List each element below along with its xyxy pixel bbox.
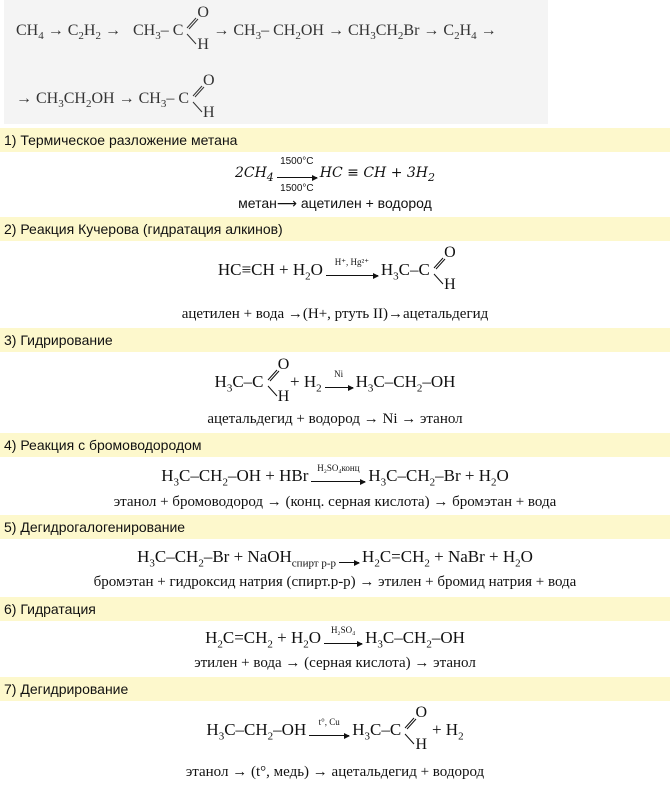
section-7-equation: $H_3C-CH_2-OH$ t°, Cu $H_3C-C$ O H + $H_2$	[206, 704, 464, 754]
section-3-equation: $H_3C-C$ O H + $H_2$ Ni $H_3C-CH_2-OH$	[214, 356, 456, 406]
section-1-words: 1500°C метан⟶ ацетилен + водород	[238, 183, 432, 211]
aldehyde-group: O H	[193, 90, 211, 108]
section-4-words: этанол + бромоводород → (конц. серная кислота) → бромэтан + вода	[113, 494, 557, 510]
section-7-words: этанол → (t°, медь) → ацетальдегид + водород	[185, 764, 485, 780]
aldehyde-group: O H	[187, 22, 205, 40]
section-3-header: 3) Гидрирование	[0, 328, 670, 352]
aldehyde-group: O H	[405, 722, 423, 740]
section-5-words: бромэтан + гидроксид натрия (спирт.р-р) → этилен + бромид натрия + вода	[93, 574, 577, 590]
scheme-row-2: → $CH_3CH_2OH \to CH_3-$ C O H	[16, 72, 215, 122]
section-2-words: ацетилен + вода →(H+, ртуть II)→ацетальдегид	[181, 306, 489, 322]
aldehyde-group: O H	[434, 262, 452, 280]
reaction-scheme	[4, 0, 548, 124]
scheme-row-1: $CH_4 \to C_2H_2 \to CH_3-$ C O H → $CH_3-$ $CH_2OH \to CH_3CH_2Br \to C_2H_4$ →	[16, 4, 497, 54]
section-7-header: 7) Дегидрирование	[0, 677, 670, 701]
section-1-equation: $2CH_4$ 1500°C HC ≡ CH + $3H_2$	[234, 155, 436, 184]
section-4-header: 4) Реакция с бромоводородом	[0, 433, 670, 457]
section-2-equation: $HC\equiv CH + H_2O$ H⁺, Hg²⁺ $H_3C-C$ O H	[217, 244, 456, 294]
section-3-words: ацетальдегид + водород → Ni → этанол	[207, 411, 463, 427]
section-2-header: 2) Реакция Кучерова (гидратация алкинов)	[0, 217, 670, 241]
aldehyde-group: O H	[268, 374, 286, 392]
section-5-equation: $H_3C-CH_2-Br$ + NaOH$_{спирт р-р}$ $H_2C=CH_2$ + NaBr + $H_2O$	[137, 547, 533, 570]
section-5-header: 5) Дегидрогалогенирование	[0, 515, 670, 539]
section-6-header: 6) Гидратация	[0, 597, 670, 621]
section-6-words: этилен + вода → (серная кислота) → этанол	[194, 655, 476, 671]
section-1-header: 1) Термическое разложение метана	[0, 128, 670, 152]
section-4-equation: $H_3C-CH_2-OH$ + HBr H₂SO₄конц $H_3C-CH_2-Br + H_2O$	[161, 462, 509, 489]
section-6-equation: $H_2C=CH_2 + H_2O$ H₂SO₄ $H_3C-CH_2-OH$	[205, 624, 465, 651]
